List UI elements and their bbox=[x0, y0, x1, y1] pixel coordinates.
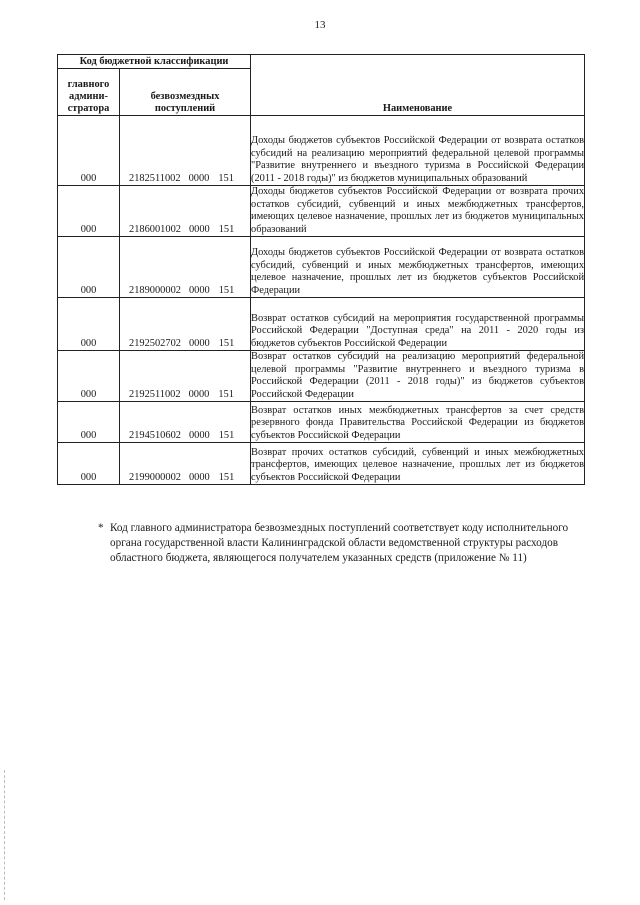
revenue-code-part: 2182511002 bbox=[129, 173, 181, 184]
revenue-code-part: 0000 bbox=[188, 224, 210, 235]
revenue-code-part: 151 bbox=[218, 224, 235, 235]
revenue-code-part: 0000 bbox=[188, 389, 210, 400]
revenue-code-cell bbox=[120, 298, 251, 351]
table-row bbox=[58, 186, 585, 237]
revenue-code-part: 151 bbox=[218, 472, 235, 483]
page-number: 13 bbox=[314, 19, 326, 31]
table-group-header: Код бюджетной классификации bbox=[58, 55, 251, 69]
revenue-code-part: 2192511002 bbox=[129, 389, 181, 400]
revenue-code-part: 0000 bbox=[188, 173, 210, 184]
table-row bbox=[58, 351, 585, 402]
revenue-code-part: 0000 bbox=[188, 338, 210, 349]
revenue-code-cell bbox=[120, 186, 251, 237]
admin-code-cell: 000 bbox=[58, 443, 120, 485]
table-row bbox=[58, 443, 585, 485]
revenue-name-cell: Возврат остатков субсидий на реализацию мероприятий федеральной целевой программы "Развитие внутреннего и въездного туризма в Российской Федерации (2011 - 2018 годы)" из бюджетов субъектов Российской Федерации bbox=[251, 351, 585, 400]
revenue-code-part: 2194510602 bbox=[129, 430, 181, 441]
revenue-code-part: 151 bbox=[218, 338, 235, 349]
admin-code-cell: 000 bbox=[58, 298, 120, 351]
table-body bbox=[58, 116, 585, 485]
revenue-code-cell bbox=[120, 237, 251, 298]
revenue-code-part: 2189000002 bbox=[129, 285, 181, 296]
table-row bbox=[58, 116, 585, 186]
revenue-code-part: 0000 bbox=[188, 430, 210, 441]
revenue-code-part: 2192502702 bbox=[129, 338, 181, 349]
revenue-code-cell bbox=[120, 351, 251, 402]
revenue-name-cell: Доходы бюджетов субъектов Российской Федерации от возврата прочих остатков субсидий, субвенций и иных межбюджетных трансфертов, имеющих целевое назначение, прошлых лет из бюджетов муниципальных образований bbox=[251, 186, 585, 235]
budget-classification-table bbox=[57, 54, 585, 485]
table-row bbox=[58, 402, 585, 443]
revenue-code-part: 151 bbox=[218, 430, 235, 441]
revenue-code-part: 151 bbox=[218, 389, 234, 400]
table-row bbox=[58, 237, 585, 298]
revenue-code-cell bbox=[120, 402, 251, 443]
column-header-admin: главного админи-стратора bbox=[58, 69, 120, 116]
revenue-name-cell: Возврат прочих остатков субсидий, субвенций и иных межбюджетных трансфертов, имеющих целевое назначение, прошлых лет из бюджетов субъектов Российской Федерации bbox=[251, 443, 585, 485]
revenue-code-cell bbox=[120, 116, 251, 186]
footnote bbox=[98, 521, 590, 567]
admin-code-cell: 000 bbox=[58, 351, 120, 402]
admin-code-cell: 000 bbox=[58, 402, 120, 443]
admin-code-cell: 000 bbox=[58, 116, 120, 186]
revenue-name-cell: Доходы бюджетов субъектов Российской Федерации от возврата остатков субсидий на реализацию мероприятий федеральной целевой программы "Развитие внутреннего и въездного туризма в Российской Федерации (2011 - 2018 годы)" из бюджетов муниципальных образований bbox=[251, 116, 585, 186]
revenue-name-cell: Возврат остатков иных межбюджетных трансфертов за счет средств резервного фонда Правительства Российской Федерации из бюджетов субъектов Российской Федерации bbox=[251, 402, 585, 443]
revenue-code-part: 0000 bbox=[188, 285, 210, 296]
column-header-code: безвозмездных поступлений bbox=[120, 69, 251, 116]
footnote-marker: * bbox=[98, 522, 104, 534]
column-header-name: Наименование bbox=[251, 55, 585, 116]
table-row bbox=[58, 298, 585, 351]
revenue-code-part: 2199000002 bbox=[129, 472, 181, 483]
revenue-code-part: 0000 bbox=[188, 472, 210, 483]
footnote-text: Код главного администратора безвозмездных поступлений соответствует коду исполнительного органа государственной власти Калининградской области ведомственной структуры расходов областного бюджета, являющегося получателем указанных средств (приложение № 11) bbox=[110, 522, 569, 565]
scan-margin-marks bbox=[4, 770, 7, 900]
revenue-name-cell: Возврат остатков субсидий на мероприятия государственной программы Российской Федерации "Доступная среда" на 2011 - 2020 годы из бюджетов субъектов Российской Федерации bbox=[251, 298, 585, 351]
admin-code-cell: 000 bbox=[58, 237, 120, 298]
revenue-code-part: 151 bbox=[218, 285, 235, 296]
revenue-code-cell bbox=[120, 443, 251, 485]
revenue-code-part: 2186001002 bbox=[129, 224, 181, 235]
revenue-name-cell: Доходы бюджетов субъектов Российской Федерации от возврата остатков субсидий, субвенций и иных межбюджетных трансфертов, имеющих целевое назначение, прошлых лет из бюджетов субъектов Российской Федерации bbox=[251, 237, 585, 298]
admin-code-cell: 000 bbox=[58, 186, 120, 237]
revenue-code-part: 151 bbox=[218, 173, 234, 184]
